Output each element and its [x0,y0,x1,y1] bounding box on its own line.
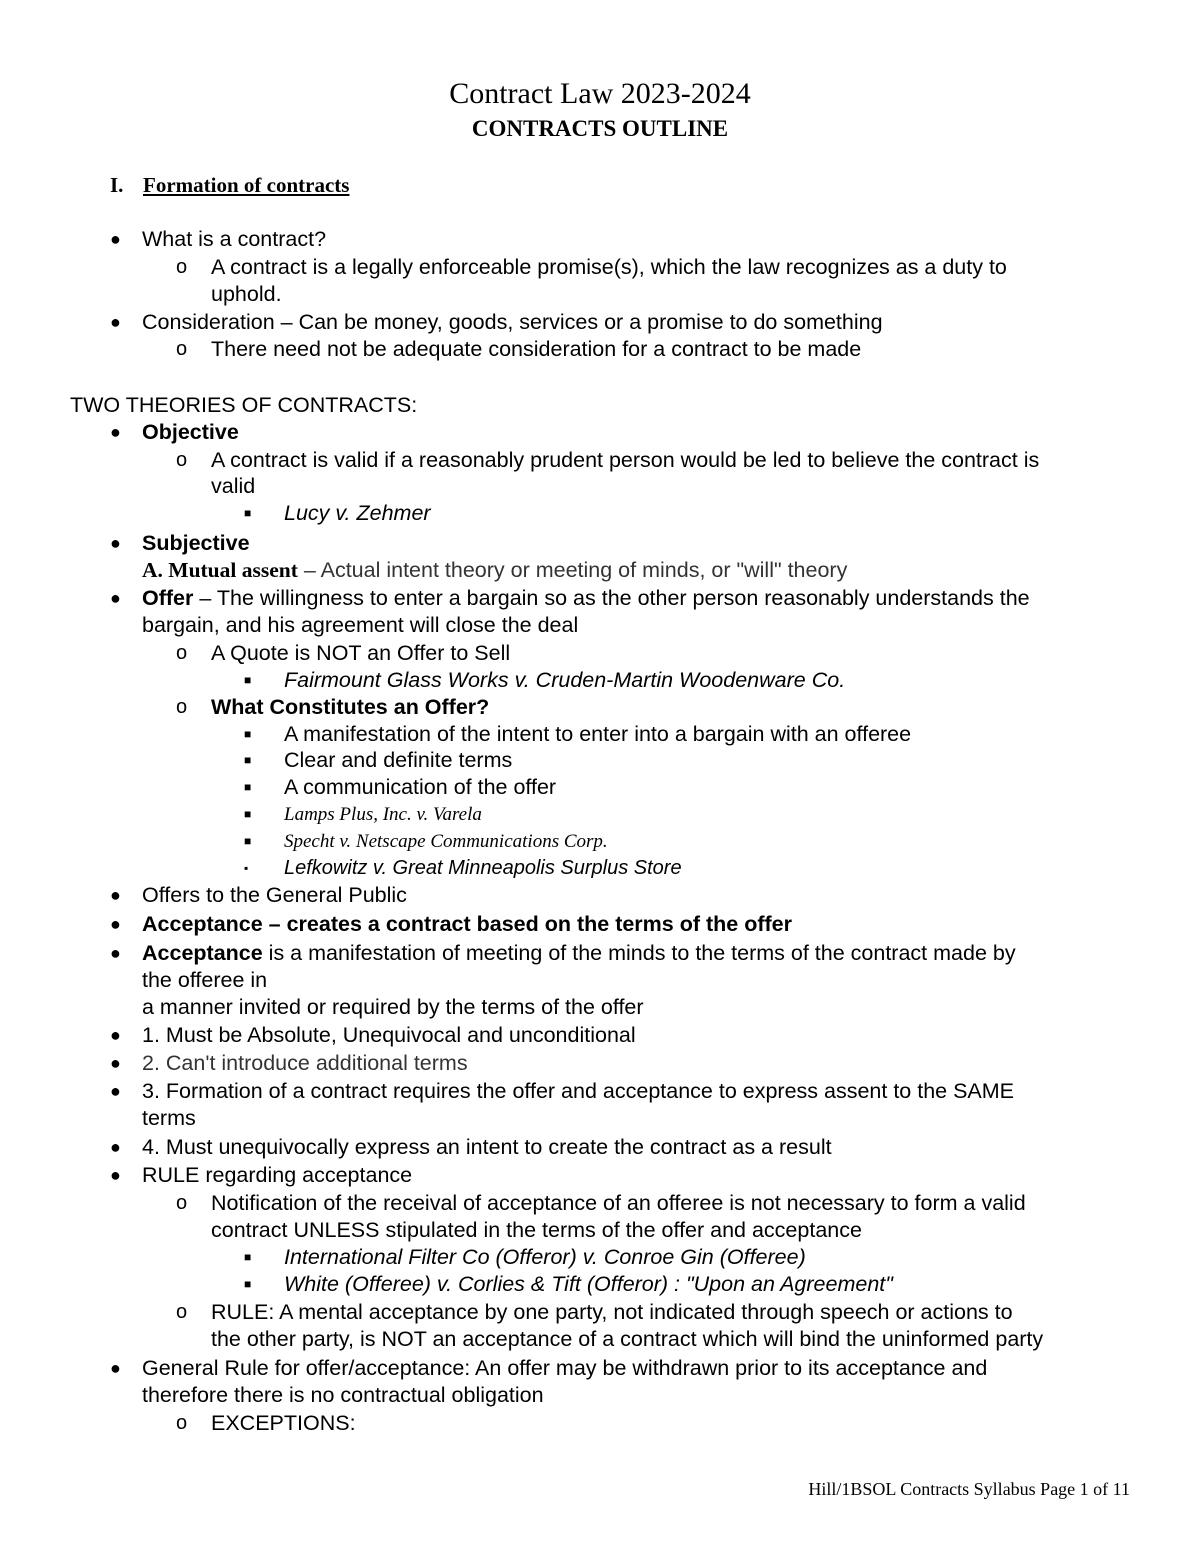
case-name: International Filter Co (Offeror) v. Conroe Gin (Offeree) [284,1245,806,1269]
case-name: Fairmount Glass Works v. Cruden-Martin Woodenware Co. [284,668,846,692]
bullet-disc: ● [110,229,121,249]
list-item: Acceptance – creates a contract based on the terms of the offer [142,912,792,936]
list-item: RULE: A mental acceptance by one party, not indicated through speech or actions to [211,1300,1013,1324]
bullet-square: ▪ [244,861,249,875]
list-item-continued: contract UNLESS stipulated in the terms of the offer and acceptance [211,1218,862,1242]
bullet-disc: ● [110,588,121,608]
list-item: What is a contract? [142,227,327,251]
bullet-disc: ● [110,1165,121,1185]
acceptance-text: is a manifestation of meeting of the minds to the terms of the contract made by [262,941,1016,965]
list-item: 1. Must be Absolute, Unequivocal and unconditional [142,1023,636,1047]
bullet-circle: o [176,338,188,360]
section-title: Formation of contracts [143,173,350,197]
bullet-disc: ● [110,943,121,963]
bullet-disc: ● [110,422,121,442]
bullet-circle: o [176,642,188,664]
list-item: Offers to the General Public [142,883,407,907]
case-name: Lucy v. Zehmer [284,501,431,525]
case-name: White (Offeree) v. Corlies & Tift (Offeror) : "Upon an Agreement" [284,1272,893,1296]
general-rule-label: General Rule for offer/acceptance: [142,1356,471,1380]
list-item: What Constitutes an Offer? [211,695,490,719]
list-item: Clear and definite terms [284,748,513,772]
offer-label: Offer [142,586,194,610]
bullet-square: ■ [244,753,252,767]
list-item: A manifestation of the intent to enter into a bargain with an offeree [284,722,912,746]
bullet-disc: ● [110,885,121,905]
list-item-continued: the offeree in [142,968,268,992]
list-item: 3. Formation of a contract requires the offer and acceptance to express assent to the SAME [142,1079,1015,1103]
bullet-circle: o [176,449,188,471]
bullet-disc: ● [110,914,121,934]
list-item-continued: therefore there is no contractual obligation [142,1383,544,1407]
mutual-assent-line [142,557,847,584]
list-item: 2. Can't introduce additional terms [142,1051,468,1075]
list-item: There need not be adequate consideration for a contract to be made [211,337,862,361]
mutual-assent-label: A. Mutual assent [142,558,298,582]
page-footer: Hill/1BSOL Contracts Syllabus Page 1 of 11 [808,1479,1130,1499]
general-rule-line [142,1355,987,1382]
bullet-disc: ● [110,1053,121,1073]
list-item-continued: a manner invited or required by the terms of the offer [142,995,644,1019]
bullet-square: ■ [244,506,252,520]
case-name: Lamps Plus, Inc. v. Varela [284,804,482,825]
bullet-circle: o [176,1301,188,1323]
bullet-circle: o [176,1412,188,1434]
bullet-square: ■ [244,834,252,848]
bullet-disc: ● [110,1137,121,1157]
list-item: A communication of the offer [284,775,557,799]
list-item: EXCEPTIONS: [211,1411,356,1435]
bullet-square: ■ [244,807,252,821]
bullet-disc: ● [110,1358,121,1378]
bullet-disc: ● [110,312,121,332]
list-item: Objective [142,420,239,444]
list-item: A contract is a legally enforceable promise(s), which the law recognizes as a duty to [211,255,1007,279]
bullet-circle: o [176,1192,188,1214]
page-title: Contract Law 2023-2024 [449,77,751,110]
list-item: A contract is valid if a reasonably prudent person would be led to believe the contract is [211,448,1040,472]
bullet-disc: ● [110,1081,121,1101]
mutual-assent-text: – Actual intent theory or meeting of minds, or "will" theory [297,558,848,582]
two-theories-heading: TWO THEORIES OF CONTRACTS: [70,393,418,417]
bullet-square: ■ [244,1277,252,1291]
list-item: Notification of the receival of acceptance of an offeree is not necessary to form a valid [211,1191,1026,1215]
section-number: I. [110,173,124,197]
case-name: Specht v. Netscape Communications Corp. [284,831,608,852]
list-item: Subjective [142,531,250,555]
list-item-continued: terms [142,1106,196,1130]
acceptance-line [142,940,1016,967]
list-item: 4. Must unequivocally express an intent to create the contract as a result [142,1135,832,1159]
bullet-square: ■ [244,673,252,687]
case-name: Lefkowitz v. Great Minneapolis Surplus Store [284,857,682,879]
bullet-square: ■ [244,780,252,794]
list-item-continued: the other party, is NOT an acceptance of a contract which will bind the uninformed party [211,1327,1044,1351]
list-item-continued: uphold. [211,282,282,306]
bullet-disc: ● [110,533,121,553]
acceptance-label: Acceptance [142,941,263,965]
offer-text: – The willingness to enter a bargain so as the other person reasonably understands the [193,586,1030,610]
list-item: RULE regarding acceptance [142,1163,413,1187]
page-subtitle: CONTRACTS OUTLINE [471,116,729,141]
bullet-square: ■ [244,1250,252,1264]
list-item: Consideration – Can be money, goods, services or a promise to do something [142,310,883,334]
list-item-continued: valid [211,474,256,498]
list-item: A Quote is NOT an Offer to Sell [211,641,511,665]
bullet-disc: ● [110,1025,121,1045]
bullet-circle: o [176,696,188,718]
list-item-continued: bargain, and his agreement will close the deal [142,613,579,637]
general-rule-text: An offer may be withdrawn prior to its acceptance and [470,1356,988,1380]
bullet-square: ■ [244,727,252,741]
offer-line [142,585,1030,612]
bullet-circle: o [176,256,188,278]
